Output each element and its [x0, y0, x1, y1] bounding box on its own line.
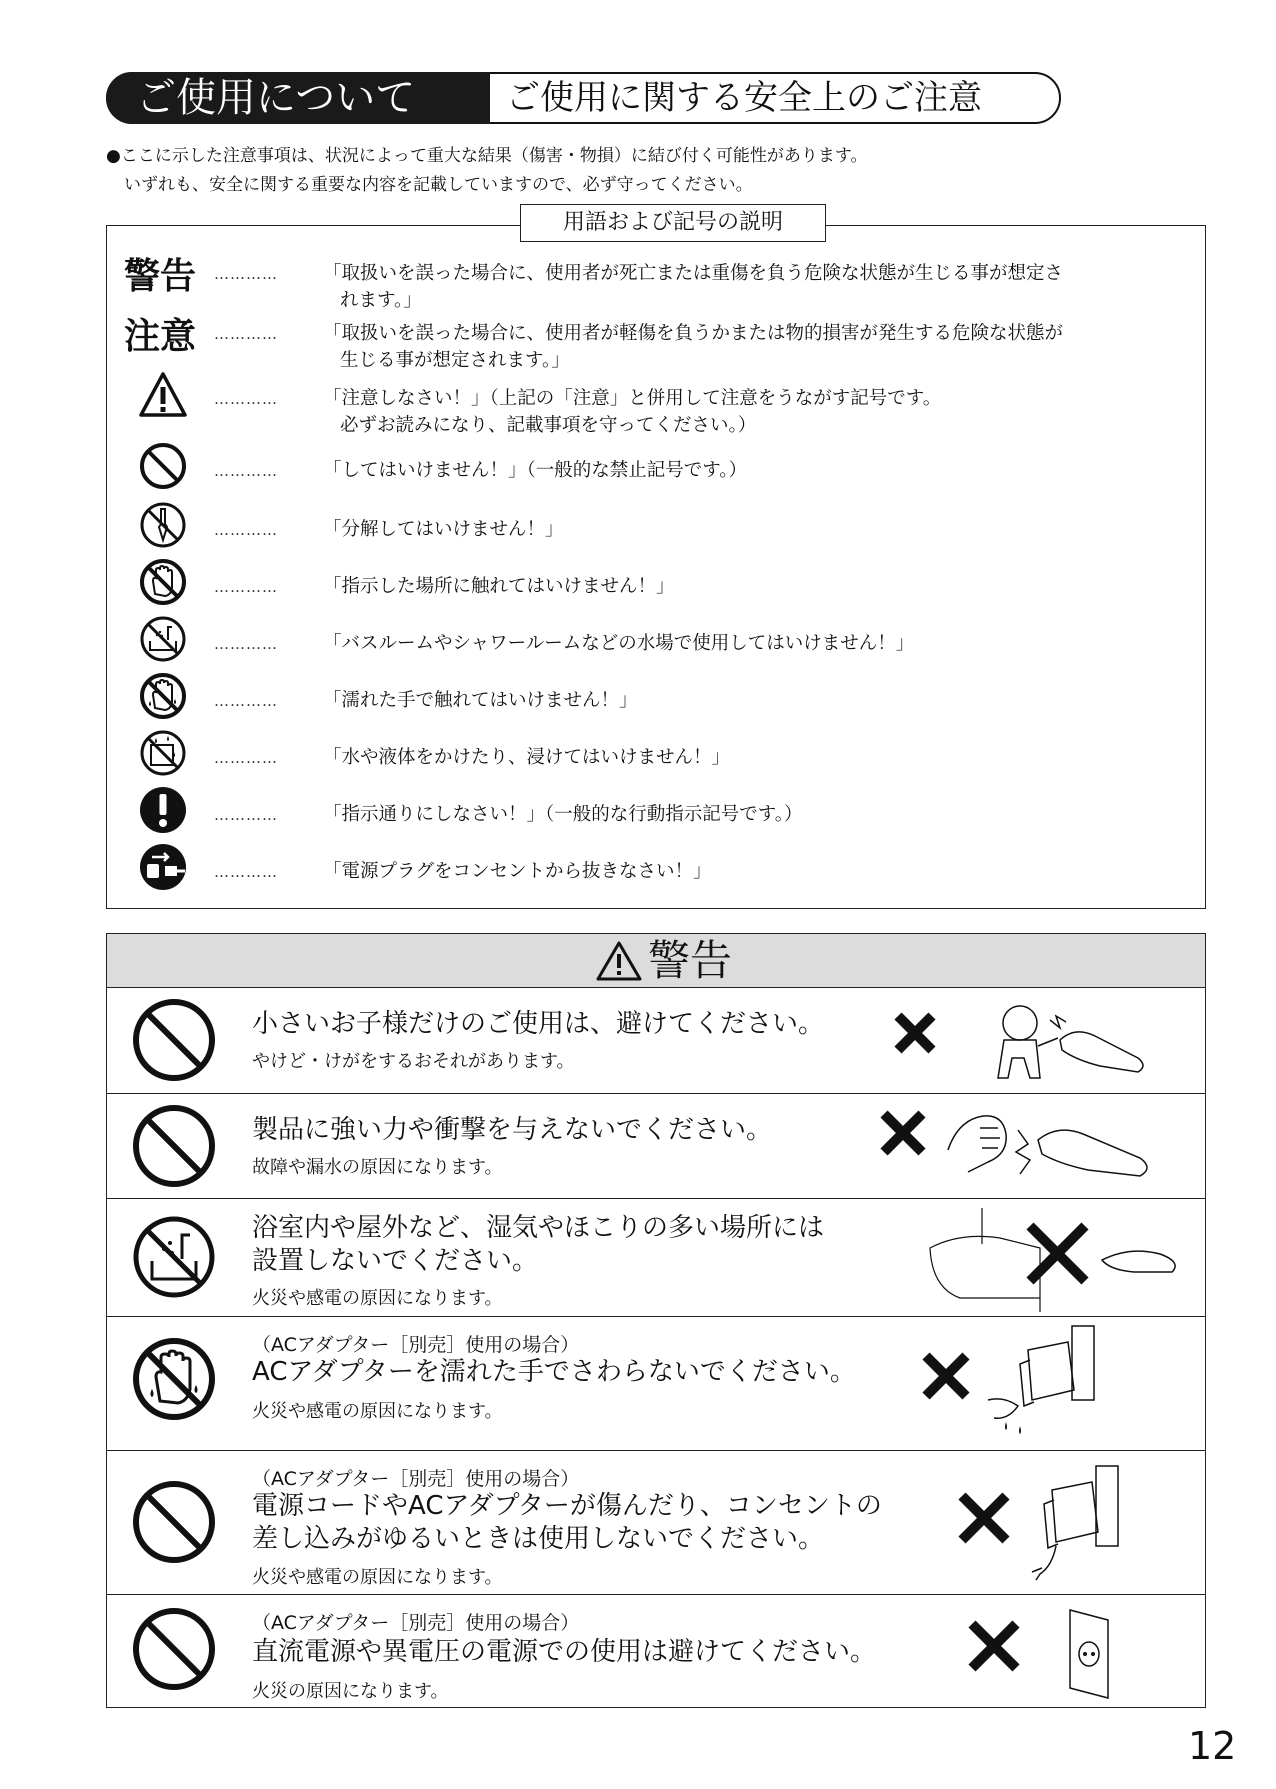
leader-dots: ………… [214, 265, 278, 283]
leader-dots: ………… [214, 390, 278, 408]
legend-text: 「指示した場所に触れてはいけません！」 [323, 576, 675, 597]
legend-text: 「注意しなさい！」（上記の「注意」と併用して注意をうながす記号です。 [323, 388, 942, 409]
leader-dots: ………… [214, 521, 278, 539]
warning-row-title: ACアダプターを濡れた手でさわらないでください。 [252, 1357, 856, 1387]
warning-row-note: 火災や感電の原因になります。 [252, 1567, 503, 1588]
row-divider [107, 1316, 1205, 1317]
legend-text: 「水や液体をかけたり、浸けてはいけません！」 [323, 747, 731, 768]
prohibition-icon [130, 996, 218, 1084]
legend-text: 「バスルームやシャワールームなどの水場で使用してはいけません！」 [323, 633, 915, 654]
legend-title: 用語および記号の説明 [520, 204, 826, 242]
leader-dots: ………… [214, 325, 278, 343]
legend-text: 「指示通りにしなさい！」（一般的な行動指示記号です。） [323, 804, 803, 825]
warning-row-title-cont: 設置しないでください。 [252, 1246, 539, 1276]
prohibition-icon [130, 1605, 218, 1693]
warning-row-note: 火災や感電の原因になります。 [252, 1401, 503, 1422]
leader-dots: ………… [214, 692, 278, 710]
prohibition-icon [130, 1478, 218, 1566]
warning-word: 警告 [124, 256, 197, 297]
warning-row-caption: （ACアダプター［別売］使用の場合） [252, 1612, 580, 1634]
no-wet-hands-icon [130, 1335, 218, 1423]
no-water-icon [138, 728, 188, 778]
legend-text: 「取扱いを誤った場合に、使用者が軽傷を負うかまたは物的損害が発生する危険な状態が [323, 323, 1064, 344]
section-tab: ご使用について [106, 72, 490, 124]
unplug-icon [138, 842, 188, 892]
leader-dots: ………… [214, 749, 278, 767]
section-header [106, 72, 1061, 124]
intro-line-2: いずれも、安全に関する重要な内容を記載していますので、必ず守ってください。 [124, 175, 753, 195]
no-bathroom-icon [130, 1213, 218, 1301]
legend-text: 「分解してはいけません！」 [323, 519, 564, 540]
leader-dots: ………… [214, 806, 278, 824]
damaged-ac-adapter-illustration [956, 1456, 1126, 1590]
warning-row-caption: （ACアダプター［別売］使用の場合） [252, 1334, 580, 1356]
legend-text-cont: 生じる事が想定されます。」 [340, 350, 570, 371]
warning-row-title: 電源コードやACアダプターが傷んだり、コンセントの [252, 1491, 882, 1521]
intro-line-1: ●ここに示した注意事項は、状況によって重大な結果（傷害・物損）に結び付く可能性があります。 [106, 146, 868, 166]
wall-outlet-illustration [966, 1604, 1116, 1702]
legend-text: 「電源プラグをコンセントから抜きなさい！」 [323, 861, 712, 882]
warning-row-caption: （ACアダプター［別売］使用の場合） [252, 1468, 580, 1490]
warning-row-note: やけど・けがをするおそれがあります。 [252, 1051, 575, 1072]
warning-row-title: 製品に強い力や衝撃を与えないでください。 [252, 1115, 773, 1145]
row-divider [107, 1093, 1205, 1094]
warning-row-title-cont: 差し込みがゆるいときは使用しないでください。 [252, 1524, 825, 1554]
no-disassembly-icon [138, 500, 188, 550]
mandatory-icon [138, 785, 188, 835]
no-wet-hands-icon [138, 671, 188, 721]
caution-triangle-icon [596, 940, 642, 982]
child-with-product-illustration [890, 998, 1160, 1090]
warning-title: 警告 [648, 936, 733, 985]
leader-dots: ………… [214, 578, 278, 596]
caution-triangle-icon [138, 370, 188, 420]
ac-adapter-wet-hand-illustration [920, 1320, 1100, 1444]
impact-on-product-illustration [878, 1100, 1168, 1192]
no-bathroom-icon [138, 614, 188, 664]
row-divider [107, 1594, 1205, 1595]
legend-text: 「濡れた手で触れてはいけません！」 [323, 690, 638, 711]
warning-row-note: 火災や感電の原因になります。 [252, 1288, 503, 1309]
warning-row-note: 火災の原因になります。 [252, 1681, 449, 1702]
row-divider [107, 1450, 1205, 1451]
leader-dots: ………… [214, 635, 278, 653]
leader-dots: ………… [214, 462, 278, 480]
prohibition-icon [130, 1102, 218, 1190]
bathroom-illustration [920, 1208, 1192, 1312]
page-title: ご使用に関する安全上のご注意 [506, 78, 982, 118]
row-divider [107, 1198, 1205, 1199]
warning-row-note: 故障や漏水の原因になります。 [252, 1157, 503, 1178]
prohibition-icon [138, 441, 188, 491]
warning-row-title: 直流電源や異電圧の電源での使用は避けてください。 [252, 1637, 877, 1667]
leader-dots: ………… [214, 863, 278, 881]
caution-word: 注意 [124, 316, 197, 357]
legend-text: 「取扱いを誤った場合に、使用者が死亡または重傷を負う危険な状態が生じる事が想定さ [323, 263, 1064, 284]
warning-row-title: 小さいお子様だけのご使用は、避けてください。 [252, 1009, 825, 1039]
legend-text-cont: 必ずお読みになり、記載事項を守ってください。） [340, 415, 757, 436]
legend-text: 「してはいけません！」（一般的な禁止記号です。） [323, 460, 748, 481]
page-number: 12 [1188, 1724, 1237, 1768]
no-touch-icon [138, 557, 188, 607]
legend-text-cont: れます。」 [340, 290, 422, 311]
warning-row-title: 浴室内や屋外など、湿気やほこりの多い場所には [252, 1213, 825, 1243]
